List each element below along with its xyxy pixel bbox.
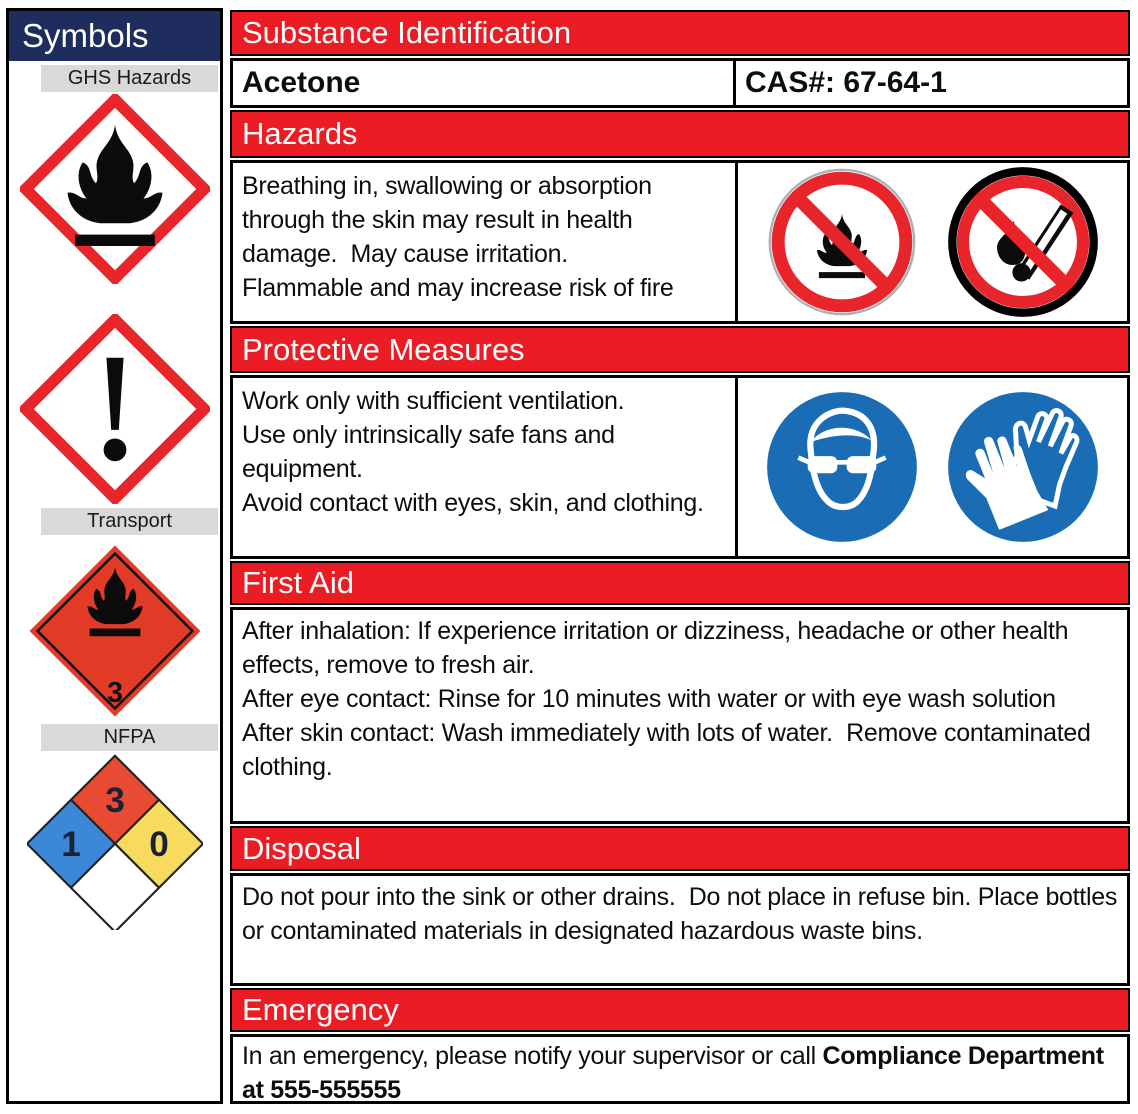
emergency-paragraph (242, 1039, 1117, 1107)
nfpa-flammability-rating: 3 (104, 781, 125, 821)
substance-identification-header: Substance Identification (230, 10, 1130, 56)
hazards-symbols (735, 160, 1130, 324)
first-aid-paragraph: After inhalation: If experience irritation or dizziness, headache or other health effects, remove to fresh air. (242, 617, 1075, 679)
hazards-text (230, 160, 735, 324)
emergency-text-regular: In an emergency, please notify your supervisor or call (242, 1042, 823, 1070)
emergency-text (230, 1034, 1130, 1104)
ghs-hazards-label: GHS Hazards (41, 65, 218, 92)
first-aid-text (230, 607, 1130, 824)
disposal-text (230, 873, 1130, 986)
nfpa-health-rating: 1 (60, 825, 81, 865)
hazards-header: Hazards (230, 110, 1130, 158)
emergency-header: Emergency (230, 988, 1130, 1032)
ghs-flame-pictogram-icon (20, 94, 210, 284)
main-content (230, 10, 1130, 1106)
emergency-contact: Compliance Department at 555-555555 (242, 1042, 1111, 1104)
wear-protective-gloves-icon (945, 389, 1101, 545)
transport-class-3-flammable-liquid-placard-icon (26, 542, 204, 720)
hazards-row (230, 160, 1130, 324)
disposal-paragraph: Do not pour into the sink or other drains. Do not place in refuse bin. Place bottles or contaminated materials in designated hazardous waste bins. (242, 883, 1124, 945)
protective-paragraph: Work only with sufficient ventilation. (242, 387, 625, 415)
substance-name: Acetone (230, 58, 733, 108)
protective-symbols (735, 375, 1130, 559)
protective-measures-header: Protective Measures (230, 326, 1130, 373)
first-aid-paragraph: After skin contact: Wash immediately with lots of water. Remove contaminated clothing. (242, 719, 1098, 781)
no-matches-prohibition-icon (947, 166, 1099, 318)
transport-class-number: 3 (106, 677, 123, 710)
symbols-header: Symbols (9, 11, 220, 61)
identification-row (230, 58, 1130, 108)
transport-label: Transport (41, 508, 218, 535)
hazards-paragraph: Breathing in, swallowing or absorption through the skin may result in health damage. May cause irritation. (242, 172, 659, 268)
protective-measures-row (230, 375, 1130, 559)
symbols-sidebar (6, 8, 223, 1104)
protective-paragraph: Use only intrinsically safe fans and equipment. (242, 421, 622, 483)
nfpa-instability-rating: 0 (148, 825, 169, 865)
no-open-flames-prohibition-icon (766, 166, 918, 318)
cas-number: CAS#: 67-64-1 (733, 58, 1130, 108)
nfpa-label: NFPA (41, 724, 218, 751)
hazards-paragraph: Flammable and may increase risk of fire (242, 274, 674, 302)
disposal-header: Disposal (230, 826, 1130, 871)
wear-eye-protection-icon (764, 389, 920, 545)
nfpa-704-diamond-icon (27, 754, 203, 930)
protective-paragraph: Avoid contact with eyes, skin, and clothing. (242, 489, 704, 517)
ghs-exclamation-mark-pictogram-icon (20, 314, 210, 504)
first-aid-header: First Aid (230, 561, 1130, 605)
first-aid-paragraph: After eye contact: Rinse for 10 minutes with water or with eye wash solution (242, 685, 1056, 713)
protective-measures-text (230, 375, 735, 559)
